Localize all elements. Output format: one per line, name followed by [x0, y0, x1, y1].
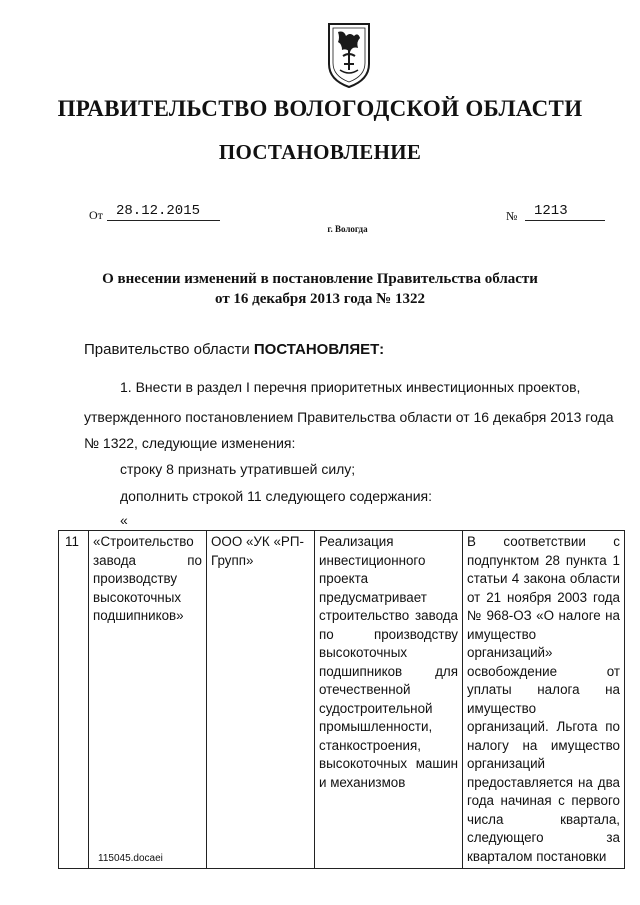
description-cell: Реализация инвестиционного проекта предусматривает строительство завода по производству высокоточных подшипников для отечественной судостроительной промышленности, станкостроения, высокоточных машин и механизмов — [315, 531, 463, 869]
opening-quote: « — [120, 512, 128, 528]
insertion-table — [58, 530, 625, 869]
document-type: ПОСТАНОВЛЕНИЕ — [218, 140, 422, 164]
subject-line-2: от 16 декабря 2013 года № 1322 — [215, 291, 425, 307]
date-label: От — [89, 208, 103, 222]
project-name-cell: «Строительство завода по производству высокоточных подшипников» — [89, 531, 207, 869]
company-cell: ООО «УК «РП-Групп» — [207, 531, 315, 869]
paragraph-item-1: 1. Внести в раздел I перечня приоритетных инвестиционных проектов, — [120, 379, 581, 395]
preamble-bold: ПОСТАНОВЛЯЕТ: — [253, 341, 385, 358]
footer-file-name: 115045.docaei — [98, 853, 163, 864]
preamble-text: Правительство области — [84, 341, 254, 358]
coat-of-arms-emblem — [326, 20, 372, 90]
paragraph-add-row: дополнить строкой 11 следующего содержания: — [120, 488, 433, 504]
preamble — [84, 341, 384, 358]
benefit-cell: В соответствии с подпунктом 28 пункта 1 статьи 4 закона области от 21 ноября 2003 года № 968-ОЗ «О налоге на имущество организаций» освобождение от уплаты налога на имущество организаций. Льгота по налогу на имущество организаций предоставляется на два года начиная с первого числа квартала, следующего за кварталом постановки — [463, 531, 625, 869]
date-value: 28.12.2015 — [107, 203, 220, 221]
organization-title: ПРАВИТЕЛЬСТВО ВОЛОГОДСКОЙ ОБЛАСТИ — [57, 96, 583, 121]
table-row — [59, 531, 625, 869]
paragraph-strike-row: строку 8 признать утратившей силу; — [120, 461, 356, 477]
paragraph-continuation-1: утвержденного постановлением Правительства области от 16 декабря 2013 года — [84, 409, 614, 425]
paragraph-continuation-2: № 1322, следующие изменения: — [84, 435, 296, 451]
subject-line-1: О внесении изменений в постановление Правительства области — [102, 271, 538, 287]
city-name: г. Вологда — [327, 224, 368, 234]
number-label: № — [506, 209, 518, 223]
number-value: 1213 — [525, 203, 605, 221]
row-number: 11 — [59, 531, 89, 869]
